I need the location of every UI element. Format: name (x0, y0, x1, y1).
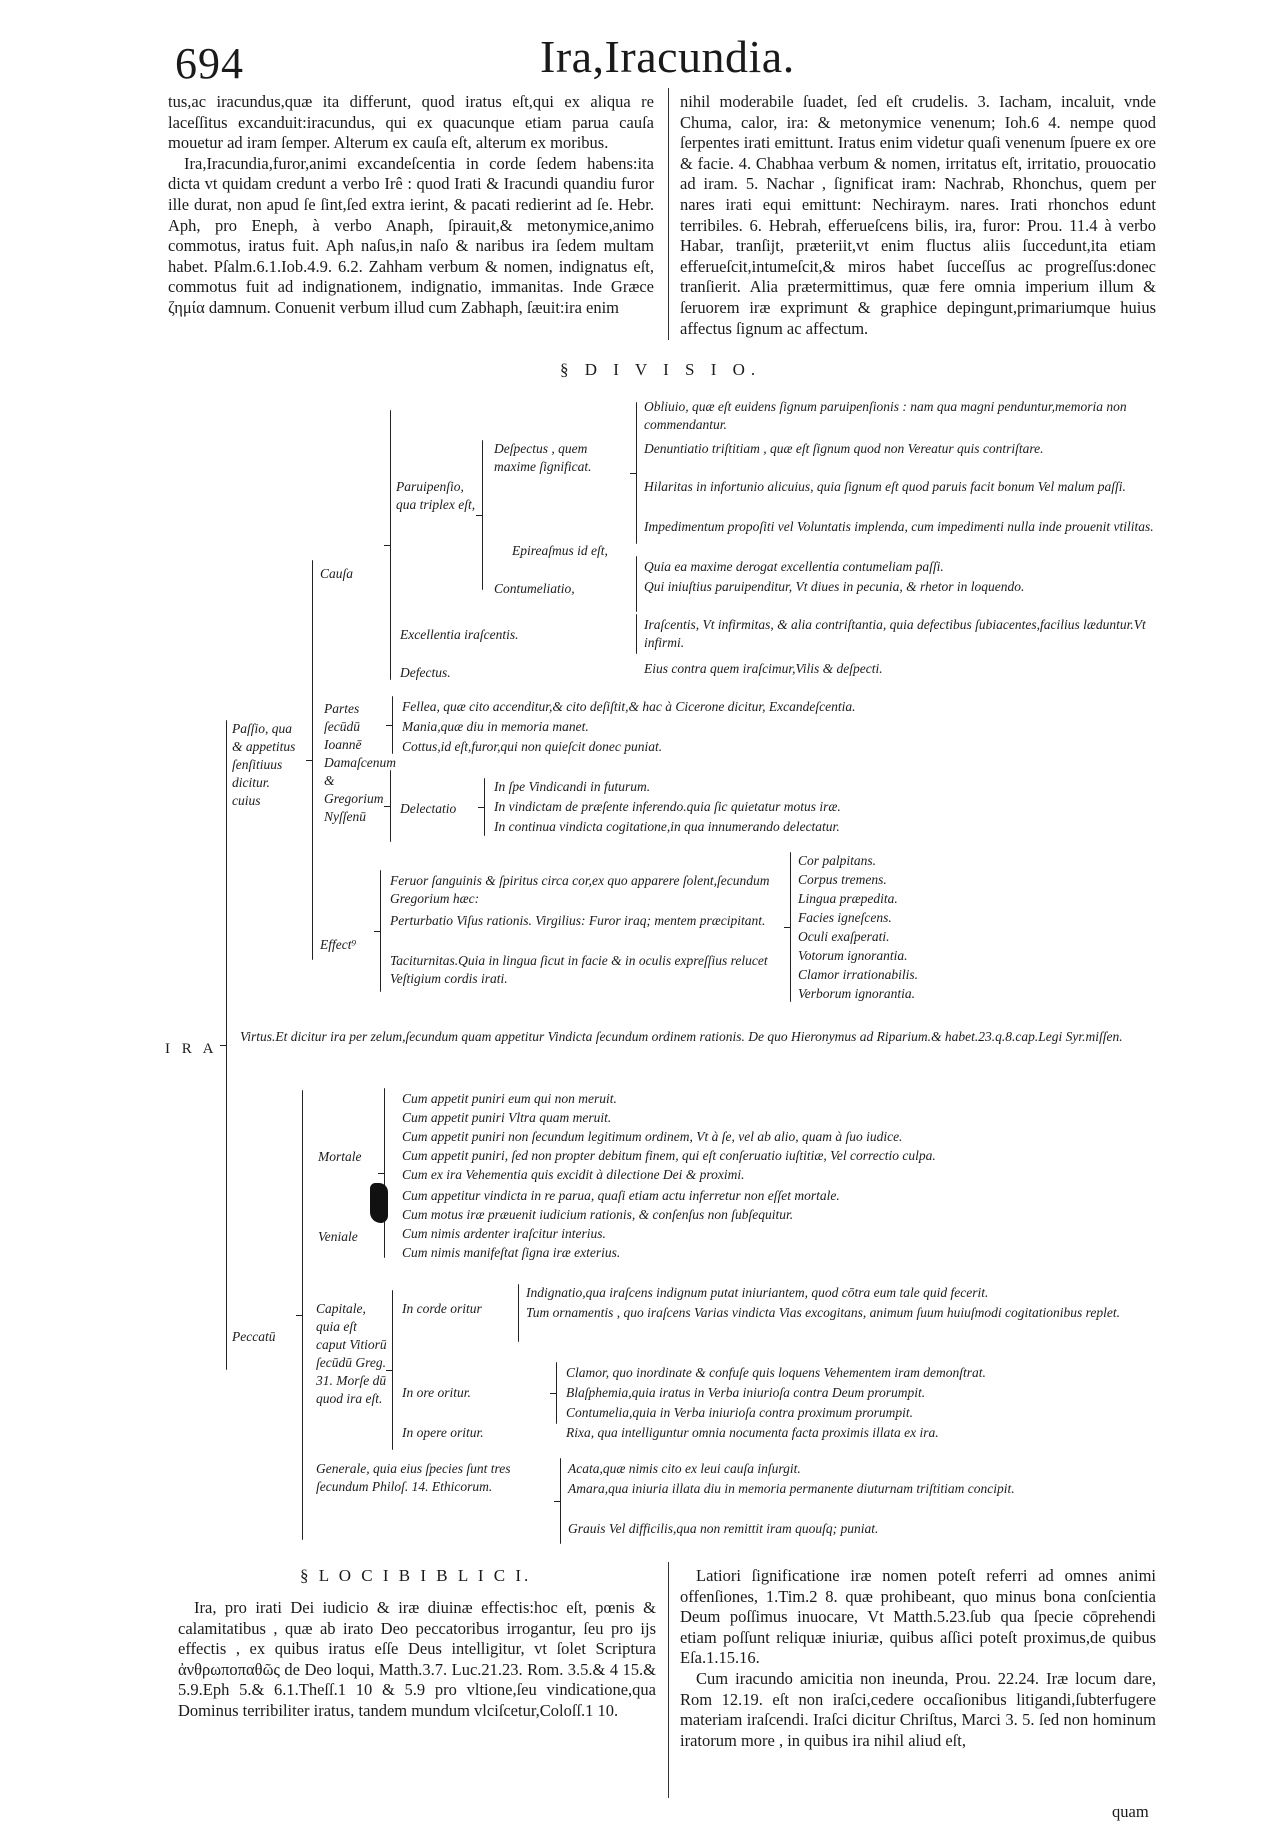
node-capitale: Capitale, quia eſt caput Vitiorū ſecūdū Greg. 31. Morſe dū quod ira eſt. (316, 1301, 387, 1406)
symptom-item: Votorum ignorantia. (798, 948, 908, 963)
brace-paruipensio (482, 440, 483, 590)
node-causa: Cauſa (320, 566, 354, 581)
partes-cottus: Cottus,id eſt,furor,qui non quieſcit donec puniat. (402, 739, 663, 754)
node-in-opere: In opere oritur. (402, 1425, 484, 1440)
intro-left-column (168, 92, 654, 319)
veniale-item: Cum nimis manifeſtat ſigna iræ exterius. (402, 1245, 621, 1260)
node-in-ore: In ore oritur. (402, 1385, 471, 1400)
node-veniale: Veniale (318, 1229, 358, 1244)
delectatio-in-continua: In continua vindicta cogitatione,in qua innumerando delectatur. (494, 819, 840, 834)
node-generale: Generale, quia eius ſpecies ſunt tres ſecundum Philoſ. 14. Ethicorum. (316, 1461, 511, 1494)
loci-right-paragraph-1: Latiori ſignificatione iræ nomen poteſt referri ad omnes animi offenſiones, 1.Tim.2 8. quæ prohibeant, quo minus bona conſcientia Deum poſſimus inuocare, Vt Matth.5.23.ſub qua ſpecie cōprehendi etiam poſſunt reliquæ iniuriæ, quibus aſſici poteſt proximus,de quibus Eſa.1.15.16. (680, 1566, 1156, 1668)
brace-passio (312, 560, 313, 960)
symptom-item: Cor palpitans. (798, 853, 877, 868)
in-ore-item: Blaſphemia,quia iratus in Verba iniurioſa contra Deum prorumpit. (566, 1385, 926, 1400)
loci-column-divider (668, 1562, 669, 1798)
node-passio: Paſſio, qua & appetitus ſenſitiuus dicitur. cuius (232, 721, 296, 808)
in-ore-item: Contumelia,quia in Verba iniurioſa contra proximum prorumpit. (566, 1405, 913, 1420)
brace-effectus (380, 870, 381, 992)
contumeliatio-qui-iniustius: Qui iniuſtius paruipenditur, Vt diues in pecunia, & rhetor in loquendo. (644, 579, 1025, 594)
node-defectus: Defectus. (400, 665, 451, 680)
node-partes: Partes ſecūdū Ioannē Damaſcenum & Gregorium Nyſſenū (324, 701, 396, 824)
despectus-oblivio: Obliuio, quæ eſt euidens ſignum paruipenſionis : nam qua magni penduntur,memoria non commendantur. (644, 399, 1127, 432)
divisio-heading: § D I V I S I O. (560, 360, 762, 379)
mortale-item: Cum appetit puniri non ſecundum legitimum ordinem, Vt à ſe, vel ab alio, quam à ſuo iudice. (402, 1129, 903, 1144)
in-corde-item: Indignatio,qua iraſcens indignum putat iniuriantem, quod cōtra eum tale quid fecerit. (526, 1285, 989, 1300)
brace-delectatio (484, 778, 485, 836)
partes-fellea: Fellea, quæ cito accenditur,& cito deſiſtit,& hac à Cicerone dicitur, Excandeſcentia. (402, 699, 856, 714)
column-divider (668, 88, 669, 340)
brace-causa (390, 410, 391, 680)
generale-item: Amara,qua iniuria illata diu in memoria permanente diuturnam triſtitiam concipit. (568, 1481, 1015, 1496)
symptom-item: Facies igneſcens. (798, 910, 892, 925)
effectus-taciturnitas: Taciturnitas.Quia in lingua ſicut in facie & in oculis expreſſius relucet Veſtigium cordis irati. (390, 953, 768, 986)
symptom-item: Corpus tremens. (798, 872, 887, 887)
intro-left-paragraph-1: tus,ac iracundus,quæ ita differunt, quod iratus eſt,qui ex aliqua re laceſſitus excanduit:iracundus, qui ex quacunque etiam parua cauſa mouetur ad iram ſemper. Alterum ex cauſa eſt, alterum ex moribus. (168, 92, 654, 153)
brace-symptoms (790, 852, 791, 1002)
effectus-perturbatio: Perturbatio Viſus rationis. Virgilius: Furor iraq; mentem præcipitant. (390, 913, 766, 928)
brace-delectatio-outer (390, 770, 391, 842)
mortale-item: Cum ex ira Vehementia quis excidit à dilectione Dei & proximi. (402, 1167, 745, 1182)
generale-item: Grauis Vel difficilis,qua non remittit iram quouſq; puniat. (568, 1521, 879, 1536)
node-peccatum: Peccatū (232, 1329, 276, 1344)
page-title: Ira,Iracundia. (540, 31, 795, 82)
loci-right-paragraph-2: Cum iracundo amicitia non ineunda, Prou. 22.24. Iræ locum dare, Rom 12.19. eſt non iraſci,cedere occaſionibus litigandi,ſubterfugere materiam iraſcendi. Iraſci dicitur Chriſtus, Marci 3. 5. ſed non hominum iratorum more , in quibus ira nihil aliud eſt, (680, 1668, 1156, 1750)
contumeliatio-quia-ea: Quia ea maxime derogat excellentia contumeliam paſſi. (644, 559, 944, 574)
loci-right-column (680, 1566, 1156, 1751)
generale-item: Acata,quæ nimis cito ex leui cauſa inſurgit. (568, 1461, 801, 1476)
brace-capitale (392, 1290, 393, 1450)
despectus-impedimentum: Impedimentum propoſiti vel Voluntatis implenda, cum impedimenti nulla inde prouenit vtilitas. (644, 519, 1154, 534)
symptom-item: Lingua præpedita. (798, 891, 898, 906)
node-epireasmus: Epireaſmus id eſt, (512, 543, 608, 558)
node-virtus: Virtus.Et dicitur ira per zelum,ſecundum quam appetitur Vindicta ſecundum ordinem rationis. De quo Hieronymus ad Riparium.& habet.23.q.8.cap.Legi Syr.miſſen. (240, 1029, 1123, 1044)
brace-contumeliatio (636, 556, 637, 612)
in-corde-item: Tum ornamentis , quo iraſcens Varias vindicta Vias excogitans, animum ſuum huiuſmodi cogitationibus replet. (526, 1305, 1120, 1320)
in-opere-item: Rixa, qua intelliguntur omnia nocumenta facta proximis illata ex ira. (566, 1425, 939, 1440)
defectus-detail: Eius contra quem iraſcimur,Vilis & deſpecti. (644, 661, 883, 676)
node-delectatio: Delectatio (400, 801, 457, 816)
catchword: quam (1112, 1802, 1149, 1821)
delectatio-in-spe: In ſpe Vindicandi in futurum. (494, 779, 651, 794)
brace-mortale-veniale (384, 1088, 385, 1258)
tree-root-ira: I R A (165, 1041, 218, 1057)
node-despectus: Deſpectus , quem maxime ſignificat. (494, 441, 592, 474)
loci-left-paragraph: Ira, pro irati Dei iudicio & iræ diuinæ effectis:hoc eſt, pœnis & calamitatibus , quæ ab irato Deo peccatoribus irrogantur, ſeu pro ijs effectis , ex quibus iratus eſſe Deus intelligitur, vt ſolet Scriptura ἀνθρωποπαθῶς de Deo loqui, Matth.3.7. Luc.21.23. Rom. 3.5.& 4 15.& 5.9.Eph 5.& 6.1.Theſſ.1 10 & 5.9 pro vltione,ſeu vindicatione,qua Dominus terribiliter iratus, tandem mundum vlciſcetur,Coloſſ.1 10. (178, 1598, 656, 1720)
brace-generale (560, 1458, 561, 1544)
node-excellentia: Excellentia iraſcentis. (400, 627, 519, 642)
partes-mania: Mania,quæ diu in memoria manet. (402, 719, 589, 734)
loci-left-column (178, 1598, 656, 1722)
brace-in-ore (556, 1362, 557, 1424)
veniale-item: Cum motus iræ præuenit iudicium rationis, & conſenſus non ſubſequitur. (402, 1207, 794, 1222)
excellentia-detail: Iraſcentis, Vt infirmitas, & alia contriſtantia, quia defectibus ſubiacentes,facilius læduntur.Vt infirmi. (644, 617, 1146, 650)
brace-despectus (636, 402, 637, 544)
in-ore-item: Clamor, quo inordinate & confuſe quis loquens Vehementem iram demonſtrat. (566, 1365, 986, 1380)
mortale-item: Cum appetit puniri, ſed non propter debitum finem, qui eſt conſeruatio iuſtitiæ, Vel correctio culpa. (402, 1148, 936, 1163)
mortale-item: Cum appetit puniri Vltra quam meruit. (402, 1110, 612, 1125)
veniale-item: Cum appetitur vindicta in re parua, quaſi etiam actu inferretur non eſſet mortale. (402, 1188, 840, 1203)
node-mortale: Mortale (318, 1149, 362, 1164)
ink-blot (370, 1183, 388, 1223)
mortale-item: Cum appetit puniri eum qui non meruit. (402, 1091, 617, 1106)
node-paruipensio: Paruipenſio, qua triplex eſt, (396, 479, 476, 512)
intro-left-paragraph-2: Ira,Iracundia,furor,animi excandeſcentia in corde ſedem habens:ita dicta vt quidam credunt a verbo Irê : quod Irati & Iracundi quandiu furor ille durat, non apud ſe ſint,ſed extra ierint, & pacati redierint ad ſe. Hebr. Aph, pro Eneph, à verbo Anaph, ſpirauit,& metonymice,animo commotus, iratus fuit. Aph naſus,in naſo & naribus ira ſedem multam habet. Pſalm.6.1.Iob.4.9. 6.2. Zahham verbum & nomen, indignatus eſt, commotus fuit ad indignationem, indignatio, immanitas. Inde Græce ζημία damnum. Conuenit verbum illud cum Zabhaph, ſæuit:ira enim (168, 153, 654, 317)
effectus-feruor: Feruor ſanguinis & ſpiritus circa cor,ex quo apparere ſolent,ſecundum Gregorium hæc: (390, 873, 770, 906)
intro-right-paragraph: nihil moderabile ſuadet, ſed eſt crudelis. 3. Iacham, incaluit, vnde Chuma, calor, ira: & metonymice venenum; Ioh.6 4. nempe quod ſerpentes irati emittunt. Iratus enim videtur quaſi venenum ſpuere ex ore & facie. 4. Chabhaa verbum & nomen, irritatus eſt, irritatio, prouocatio ad iram. 5. Nachar , ſignificat iram: Nachrab, Rhonchus, quem per nares irati equi emittunt: Nechiraym. nares. Irati rhonchos edunt terribiles. 6. Hebrah, efferueſcens bilis, ira, furor: Prou. 11.4 à verbo Habar, tranſijt, præteriit,vt enim fluctus aliis ſuccedunt,ita etiam efferueſcit,intumeſcit,& miros habet ſucceſſus ac progreſſus:donec tranſierit. Alia prætermittimus, quæ fere omnia imperium illum & ſeruorem iræ exprimunt & graphice depingunt,primariumque huius affectus ſignum ac affectum. (680, 92, 1156, 338)
intro-right-column (680, 92, 1156, 339)
symptom-item: Verborum ignorantia. (798, 986, 916, 1001)
node-in-corde: In corde oritur (402, 1301, 482, 1316)
brace-partes (392, 696, 393, 754)
delectatio-in-vindictam: In vindictam de præſente inferendo.quia ſic quietatur motus iræ. (494, 799, 841, 814)
page-number: 694 (175, 39, 244, 88)
node-contumeliatio: Contumeliatio, (494, 581, 575, 596)
loci-heading: § L O C I B I B L I C I. (300, 1566, 532, 1585)
node-effectus: Effect⁹ (320, 937, 357, 952)
despectus-denuntiatio: Denuntiatio triſtitiam , quæ eſt ſignum quod non Vereatur quis contriſtare. (644, 441, 1044, 456)
symptom-item: Oculi exaſperati. (798, 929, 890, 944)
brace-in-corde (518, 1284, 519, 1342)
brace-peccatum (302, 1090, 303, 1540)
brace-excellentia (636, 614, 637, 654)
veniale-item: Cum nimis ardenter iraſcitur interius. (402, 1226, 606, 1241)
brace-root (226, 720, 227, 1370)
symptom-item: Clamor irrationabilis. (798, 967, 919, 982)
despectus-hilaritas: Hilaritas in infortunio alicuius, quia ſignum eſt quod paruis facit bonum Vel malum paſſi. (644, 479, 1126, 494)
